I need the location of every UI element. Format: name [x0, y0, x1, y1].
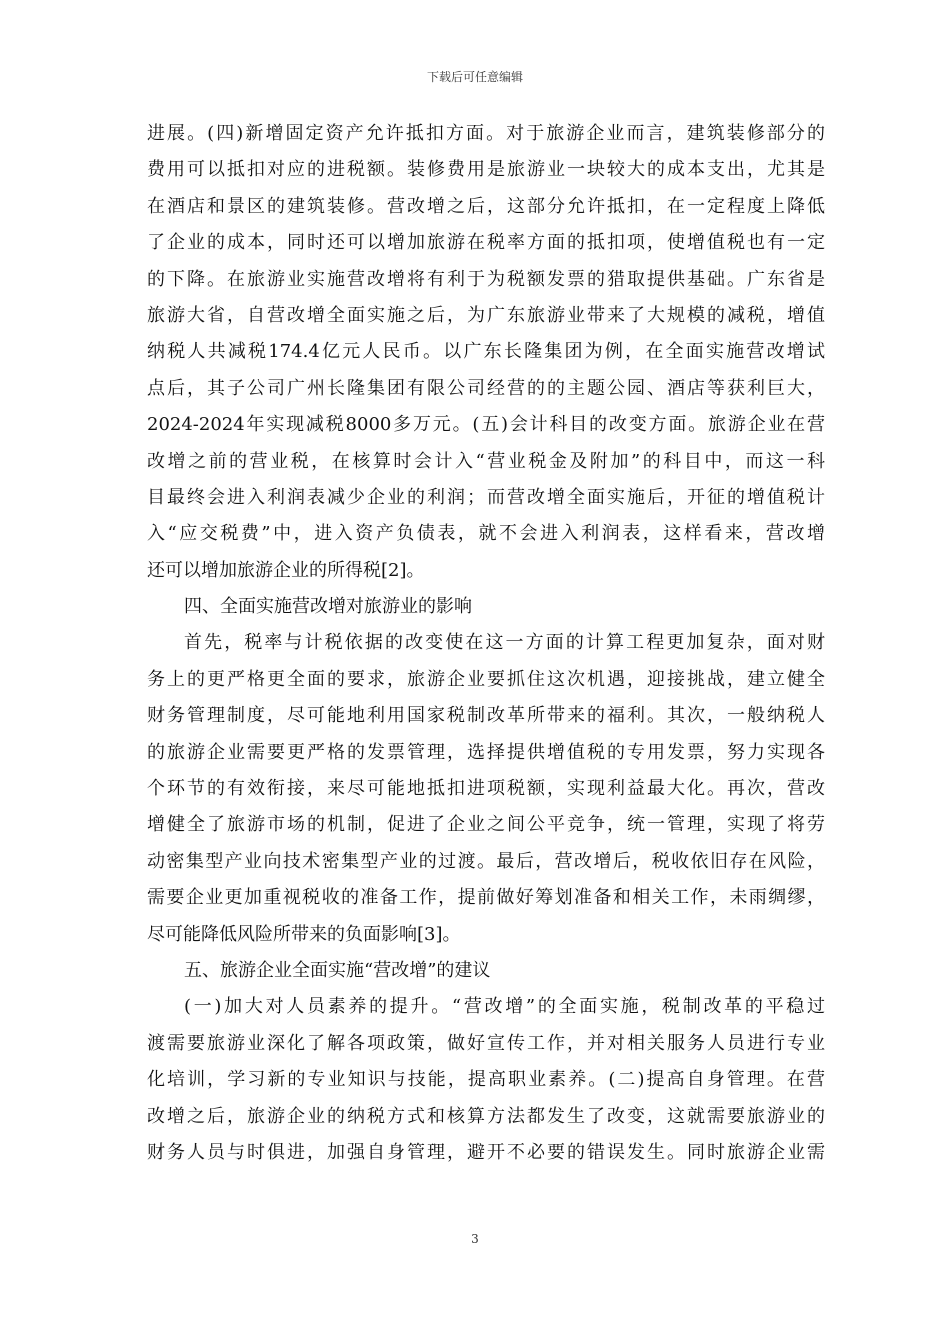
body-line: 了企业的成本，同时还可以增加旅游在税率方面的抵扣项，使增值税也有一定: [147, 232, 825, 254]
body-line: 渡需要旅游业深化了解各项政策，做好宣传工作，并对相关服务人员进行专业: [147, 1032, 825, 1054]
body-line: 目最终会进入利润表减少企业的利润；而营改增全面实施后，开征的增值税计: [147, 486, 825, 508]
body-line: 的旅游企业需要更严格的发票管理，选择提供增值税的专用发票，努力实现各: [147, 741, 825, 763]
body-line: 需要企业更加重视税收的准备工作，提前做好筹划准备和相关工作，未雨绸缪，: [147, 887, 825, 909]
body-line: 2024-2024年实现减税8000多万元。(五)会计科目的改变方面。旅游企业在营: [147, 414, 825, 436]
body-line: 点后，其子公司广州长隆集团有限公司经营的的主题公园、酒店等获利巨大，: [147, 377, 825, 399]
body-line: 化培训，学习新的专业知识与技能，提高职业素养。(二)提高自身管理。在营: [147, 1069, 825, 1091]
body-line: 尽可能降低风险所带来的负面影响[3]。: [147, 923, 461, 945]
body-line: 改增之后，旅游企业的纳税方式和核算方法都发生了改变，这就需要旅游业的: [147, 1105, 825, 1127]
body-line: 的下降。在旅游业实施营改增将有利于为税额发票的猎取提供基础。广东省是: [147, 268, 825, 290]
page-number: 3: [471, 1232, 479, 1246]
body-line: 首先，税率与计税依据的改变使在这一方面的计算工程更加复杂，面对财: [184, 632, 825, 654]
body-line: 财务管理制度，尽可能地利用国家税制改革所带来的福利。其次，一般纳税人: [147, 705, 825, 727]
body-line: 纳税人共减税174.4亿元人民币。以广东长隆集团为例，在全面实施营改增试: [147, 341, 825, 363]
body-line: 进展。(四)新增固定资产允许抵扣方面。对于旅游企业而言，建筑装修部分的: [147, 123, 825, 144]
body-line: 还可以增加旅游企业的所得税[2]。: [147, 559, 425, 581]
body-line: 改增之前的营业税，在核算时会计入“营业税金及附加”的科目中，而这一科: [147, 450, 825, 472]
document-body: [147, 116, 825, 1171]
body-line: 费用可以抵扣对应的进税额。装修费用是旅游业一块较大的成本支出，尤其是: [147, 159, 825, 181]
body-line: 增健全了旅游市场的机制，促进了企业之间公平竞争，统一管理，实现了将劳: [147, 814, 825, 836]
section-heading: 四、全面实施营改增对旅游业的影响: [184, 596, 472, 618]
page-header: 下载后可任意编辑: [426, 70, 523, 84]
body-line: 在酒店和景区的建筑装修。营改增之后，这部分允许抵扣，在一定程度上降低: [147, 195, 825, 217]
body-line: 旅游大省，自营改增全面实施之后，为广东旅游业带来了大规模的减税，增值: [147, 304, 825, 326]
body-line: 财务人员与时俱进，加强自身管理，避开不必要的错误发生。同时旅游企业需: [147, 1141, 825, 1163]
body-line: 个环节的有效衔接，来尽可能地抵扣进项税额，实现利益最大化。再次，营改: [147, 778, 825, 800]
body-line: (一)加大对人员素养的提升。“营改增”的全面实施，税制改革的平稳过: [184, 996, 825, 1018]
body-line: 务上的更严格更全面的要求，旅游企业要抓住这次机遇，迎接挑战，建立健全: [147, 668, 825, 690]
body-line: 入“应交税费”中，进入资产负债表，就不会进入利润表，这样看来，营改增: [147, 523, 825, 545]
body-line: 动密集型产业向技术密集型产业的过渡。最后，营改增后，税收依旧存在风险，: [147, 850, 825, 872]
section-heading: 五、旅游企业全面实施“营改增”的建议: [184, 959, 491, 981]
